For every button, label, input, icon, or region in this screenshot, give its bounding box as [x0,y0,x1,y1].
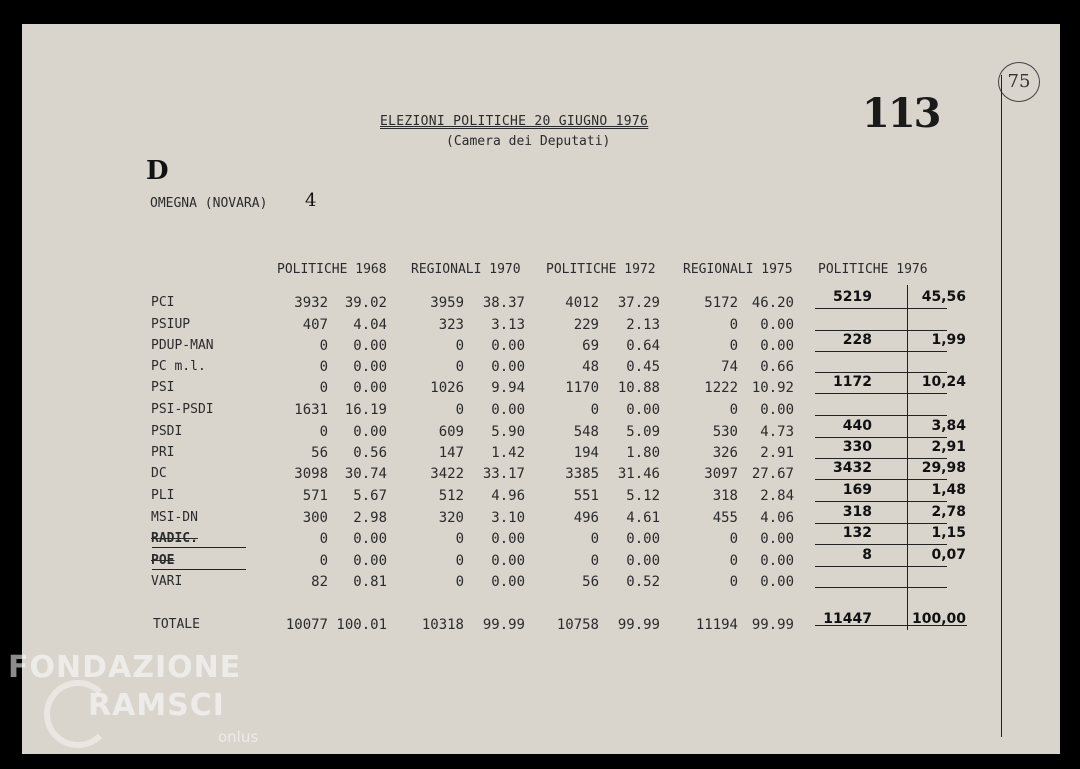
table-cell: 0.00 [353,359,387,375]
table-cell: 194 [573,445,599,461]
column-header: POLITICHE 1968 [277,262,387,277]
handwritten-value: 8 [862,547,872,563]
total-cell: 10077 [285,617,328,633]
table-cell: 0 [590,402,599,418]
handwritten-value: 1,48 [931,482,966,498]
handwritten-value: 2,78 [931,504,966,520]
table-cell: 530 [712,424,738,440]
table-cell: 0.00 [353,531,387,547]
table-cell: 5.09 [626,424,660,440]
handwritten-place-mark: 4 [305,190,317,211]
table-cell: 1170 [565,380,599,396]
table-cell: 3.10 [491,510,525,526]
column-header: REGIONALI 1975 [683,262,793,277]
handwritten-underline [815,587,947,588]
table-cell: 496 [573,510,599,526]
table-cell: 0 [590,531,599,547]
handwritten-value: 228 [842,332,872,348]
handwritten-value: 169 [842,482,872,498]
table-cell: 0.00 [353,424,387,440]
party-label: PSI [151,380,175,395]
table-cell: 10.92 [751,380,794,396]
table-cell: 0.00 [760,553,794,569]
table-cell: 0 [319,380,328,396]
handwritten-value: 1,99 [931,332,966,348]
table-cell: 56 [582,574,599,590]
table-cell: 30.74 [344,466,387,482]
table-cell: 0 [319,531,328,547]
table-cell: 1026 [430,380,464,396]
table-cell: 0.00 [353,553,387,569]
table-cell: 229 [573,317,599,333]
handwritten-underline [815,544,947,545]
handwritten-underline [815,523,947,524]
table-cell: 16.19 [344,402,387,418]
table-cell: 4.06 [760,510,794,526]
table-cell: 0.00 [491,359,525,375]
table-cell: 0 [319,553,328,569]
total-cell: 10318 [421,617,464,633]
table-cell: 5.90 [491,424,525,440]
table-cell: 4.61 [626,510,660,526]
table-cell: 323 [438,317,464,333]
total-cell: 99.99 [751,617,794,633]
table-cell: 0.00 [491,402,525,418]
table-cell: 0.45 [626,359,660,375]
table-cell: 0.00 [353,338,387,354]
party-underline [152,569,246,570]
table-cell: 512 [438,488,464,504]
table-cell: 0 [729,402,738,418]
table-cell: 0.00 [491,531,525,547]
watermark-line2: RAMSCI [88,688,225,723]
party-label: PSDI [151,424,183,439]
column-header: POLITICHE 1972 [546,262,656,277]
table-cell: 10.88 [617,380,660,396]
table-cell: 37.29 [617,295,660,311]
table-cell: 0.00 [626,531,660,547]
table-cell: 74 [721,359,738,375]
party-label: PSIUP [151,317,191,332]
table-cell: 27.67 [751,466,794,482]
table-cell: 0.00 [760,317,794,333]
table-cell: 147 [438,445,464,461]
table-cell: 1631 [294,402,328,418]
handwritten-value: 5219 [833,289,872,305]
table-cell: 0.00 [626,402,660,418]
table-cell: 571 [302,488,328,504]
document-title: ELEZIONI POLITICHE 20 GIUGNO 1976 [380,114,649,129]
table-cell: 3.13 [491,317,525,333]
handwritten-value: 2,91 [931,439,966,455]
table-cell: 455 [712,510,738,526]
table-cell: 1.42 [491,445,525,461]
total-cell: 10758 [556,617,599,633]
table-cell: 0.00 [626,553,660,569]
table-cell: 0.00 [760,402,794,418]
table-cell: 9.94 [491,380,525,396]
table-cell: 0 [319,359,328,375]
party-label: DC [151,466,167,481]
table-cell: 48 [582,359,599,375]
table-cell: 1.80 [626,445,660,461]
total-cell: 100.01 [336,617,387,633]
table-cell: 69 [582,338,599,354]
table-cell: 0 [590,553,599,569]
handwritten-underline [815,437,947,438]
party-label: PRI [151,445,175,460]
table-cell: 0 [319,424,328,440]
handwritten-value: 45,56 [921,289,966,305]
table-cell: 3932 [294,295,328,311]
party-label: PCI [151,295,175,310]
party-label: MSI-DN [151,510,198,525]
handwritten-underline [815,393,947,394]
handwritten-underline [815,372,947,373]
table-cell: 3959 [430,295,464,311]
table-cell: 5.12 [626,488,660,504]
table-cell: 46.20 [751,295,794,311]
table-cell: 33.17 [482,466,525,482]
handwritten-underline [815,351,947,352]
table-cell: 3097 [704,466,738,482]
handwritten-page-number: 113 [862,90,940,137]
handwritten-underline [815,501,947,502]
handwritten-underline [815,308,947,309]
handwritten-column-divider [907,285,908,630]
table-cell: 3098 [294,466,328,482]
handwritten-underline [815,625,967,626]
table-cell: 0 [455,531,464,547]
table-cell: 0 [455,402,464,418]
table-cell: 551 [573,488,599,504]
table-cell: 0.52 [626,574,660,590]
table-cell: 0.00 [491,338,525,354]
handwritten-value: 10,24 [921,374,966,390]
table-cell: 0.64 [626,338,660,354]
table-cell: 0 [729,338,738,354]
table-cell: 5172 [704,295,738,311]
table-cell: 5.67 [353,488,387,504]
handwritten-underline [815,415,947,416]
table-cell: 31.46 [617,466,660,482]
table-cell: 320 [438,510,464,526]
document-subtitle: (Camera dei Deputati) [446,134,611,149]
handwritten-value: 330 [842,439,872,455]
table-cell: 548 [573,424,599,440]
party-label: PSI-PSDI [151,402,214,417]
table-cell: 0.00 [760,531,794,547]
party-label: VARI [151,574,183,589]
table-cell: 4012 [565,295,599,311]
table-cell: 4.96 [491,488,525,504]
table-cell: 0.81 [353,574,387,590]
table-cell: 2.84 [760,488,794,504]
table-cell: 0.56 [353,445,387,461]
handwritten-value: 440 [842,418,872,434]
table-cell: 82 [311,574,328,590]
page-edge-line [1001,75,1002,737]
handwritten-value: 132 [842,525,872,541]
table-cell: 0.00 [760,338,794,354]
table-cell: 0.00 [760,574,794,590]
table-cell: 1222 [704,380,738,396]
table-cell: 2.91 [760,445,794,461]
table-cell: 4.04 [353,317,387,333]
handwritten-total: 11447 [823,611,872,627]
handwritten-value: 3,84 [931,418,966,434]
table-cell: 0.00 [491,574,525,590]
party-label: POE [151,553,175,568]
party-label: RADIC. [151,531,198,546]
handwritten-value: 3432 [833,460,872,476]
table-cell: 0 [729,531,738,547]
table-cell: 4.73 [760,424,794,440]
watermark-logo [8,650,259,746]
table-cell: 3385 [565,466,599,482]
party-underline [152,547,246,548]
table-cell: 2.98 [353,510,387,526]
handwritten-letter: D [146,156,169,186]
watermark-line1: FONDAZIONE [8,650,242,685]
table-cell: 318 [712,488,738,504]
table-cell: 0 [319,338,328,354]
handwritten-value: 0,07 [931,547,966,563]
handwritten-total: 100,00 [911,611,966,627]
party-label: PDUP-MAN [151,338,214,353]
handwritten-value: 29,98 [921,460,966,476]
table-cell: 39.02 [344,295,387,311]
table-cell: 38.37 [482,295,525,311]
column-header: POLITICHE 1976 [818,262,928,277]
table-cell: 0 [729,317,738,333]
table-cell: 0.00 [353,380,387,396]
circled-number: 75 [998,62,1040,102]
table-cell: 0 [455,553,464,569]
table-cell: 326 [712,445,738,461]
total-label: TOTALE [153,617,200,632]
table-cell: 0 [455,359,464,375]
table-cell: 609 [438,424,464,440]
handwritten-underline [815,330,947,331]
handwritten-value: 1172 [833,374,872,390]
party-label: PLI [151,488,175,503]
handwritten-value: 1,15 [931,525,966,541]
table-cell: 300 [302,510,328,526]
table-cell: 2.13 [626,317,660,333]
table-cell: 56 [311,445,328,461]
column-header: REGIONALI 1970 [411,262,521,277]
total-cell: 99.99 [617,617,660,633]
table-cell: 0 [729,574,738,590]
handwritten-underline [815,458,947,459]
watermark-line3: onlus [218,728,259,746]
table-cell: 0 [455,338,464,354]
total-cell: 99.99 [482,617,525,633]
table-cell: 0 [729,553,738,569]
handwritten-underline [815,479,947,480]
table-cell: 0 [455,574,464,590]
handwritten-value: 318 [842,504,872,520]
place-name: OMEGNA (NOVARA) [150,196,268,211]
table-cell: 3422 [430,466,464,482]
total-cell: 11194 [695,617,738,633]
table-cell: 0.00 [491,553,525,569]
table-cell: 0.66 [760,359,794,375]
table-cell: 407 [302,317,328,333]
handwritten-underline [815,566,947,567]
party-label: PC m.l. [151,359,206,374]
